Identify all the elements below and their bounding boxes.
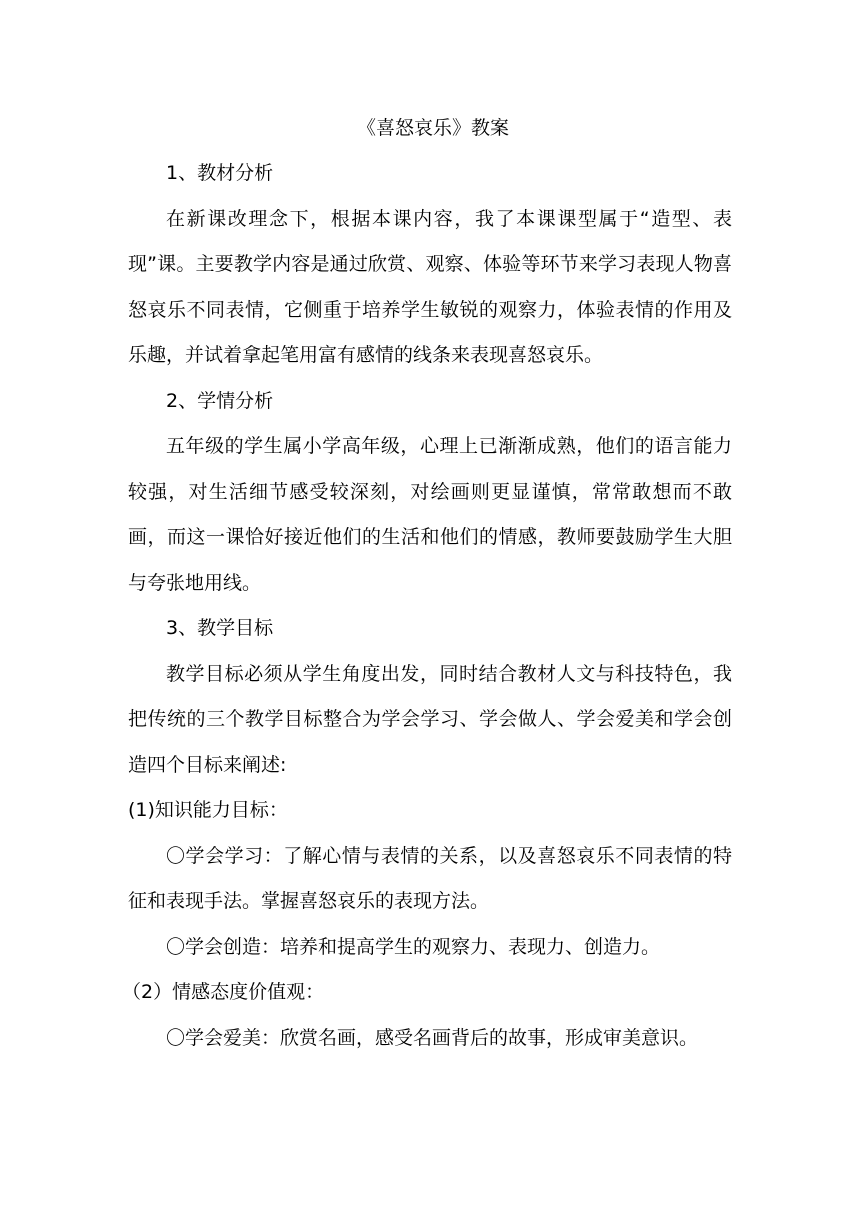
document-body <box>122 106 732 1061</box>
document-title: 《喜怒哀乐》教案 <box>356 117 509 139</box>
paragraph-learn-to-create: 〇学会创造：培养和提高学生的观察力、表现力、创造力。 <box>166 935 661 958</box>
paragraph-textbook-analysis: 在新课改理念下，根据本课内容，我了本课课型属于“造型、表现”课。主要教学内容是通过欣赏、观察、体验等环节来学习表现人物喜怒哀乐不同表情，它侧重于培养学生敏锐的观察力，体验表情的作用及乐趣，并试着拿起笔用富有感情的线条来表现喜怒哀乐。 <box>128 207 732 366</box>
paragraph-learn-to-appreciate-beauty: 〇学会爱美：欣赏名画，感受名画背后的故事，形成审美意识。 <box>166 1026 699 1049</box>
subheading-emotion-attitude-values: （2）情感态度价值观： <box>122 981 325 1003</box>
paragraph-teaching-goals: 教学目标必须从学生角度出发，同时结合教材人文与科技特色，我把传统的三个教学目标整合为学会学习、学会做人、学会爱美和学会创造四个目标来阐述: <box>128 662 732 776</box>
paragraph-student-analysis: 五年级的学生属小学高年级，心理上已渐渐成熟，他们的语言能力较强，对生活细节感受较深刻，对绘画则更显谨慎，常常敢想而不敢画，而这一课恰好接近他们的生活和他们的情感，教师要鼓励学生大胆与夸张地用线。 <box>128 435 732 594</box>
paragraph-learn-to-learn: 〇学会学习：了解心情与表情的关系，以及喜怒哀乐不同表情的特征和表现手法。掌握喜怒哀乐的表现方法。 <box>128 844 732 912</box>
section-heading-teaching-goals: 3、教学目标 <box>166 617 274 639</box>
subheading-knowledge-ability-goals: (1)知识能力目标： <box>128 799 288 821</box>
section-heading-textbook-analysis: 1、教材分析 <box>166 162 274 184</box>
section-heading-student-analysis: 2、学情分析 <box>166 389 274 412</box>
